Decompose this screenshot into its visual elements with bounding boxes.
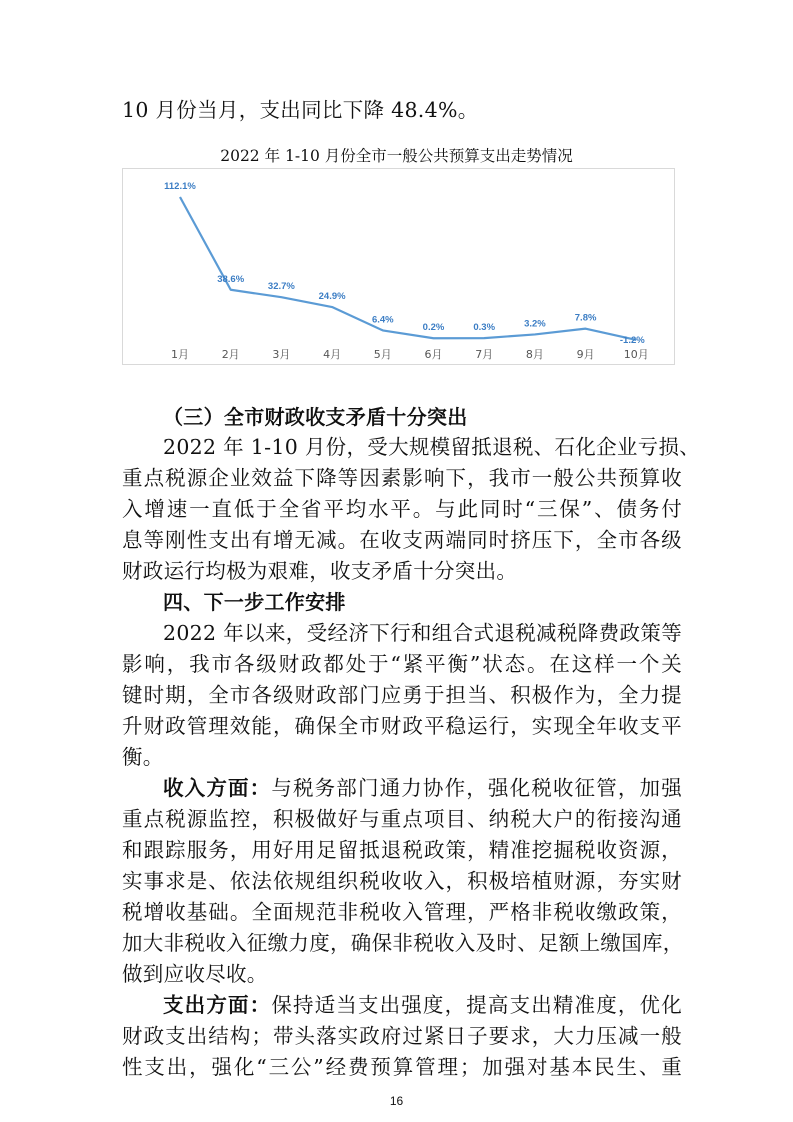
data-label: 0.3% (473, 322, 496, 334)
data-label: 3.2% (524, 318, 546, 330)
paragraph-line: 做到应收尽收。 (122, 962, 268, 986)
paragraph-text: 保持适当支出强度，提高支出精准度，优化 (271, 993, 683, 1017)
series-line (180, 197, 636, 340)
chart-title: 2022 年 1-10 月份全市一般公共预算支出走势情况 (220, 147, 573, 165)
data-label: 32.7% (267, 281, 295, 293)
expense-paragraph-first-line (163, 993, 682, 1017)
paragraph-line: 财政支出结构；带头落实政府过紧日子要求，大力压减一般 (122, 1024, 682, 1048)
paragraph-line: 实事求是、依法依规组织税收收入，积极培植财源，夯实财 (122, 869, 682, 893)
paragraph-line: 加大非税收入征缴力度，确保非税收入及时、足额上缴国库， (122, 931, 684, 955)
paragraph-line: 性支出，强化“三公”经费预算管理；加强对基本民生、重 (122, 1055, 682, 1079)
x-tick-label: 5月 (373, 348, 392, 361)
paragraph-line: 重点税源监控，积极做好与重点项目、纳税大户的衔接沟通 (122, 807, 682, 831)
data-label: 24.9% (318, 291, 346, 303)
x-tick-label: 9月 (576, 348, 595, 361)
data-label: 6.4% (371, 314, 394, 326)
x-tick-label: 6月 (424, 348, 443, 361)
data-label: 112.1% (164, 181, 196, 192)
paragraph-line: 息等刚性支出有增无减。在收支两端同时挤压下，全市各级 (122, 528, 682, 552)
paragraph-line: 重点税源企业效益下降等因素影响下，我市一般公共预算收 (122, 466, 682, 490)
x-tick-label: 1月 (171, 348, 189, 361)
paragraph-line: 2022 年 1-10 月份，受大规模留抵退税、石化企业亏损、 (163, 435, 701, 459)
x-tick-label: 2月 (221, 348, 240, 361)
x-tick-label: 7月 (475, 348, 494, 361)
section-heading-4: 四、下一步工作安排 (163, 590, 346, 614)
paragraph-line: 和跟踪服务，用好用足留抵退税政策，精准挖掘税收资源， (122, 838, 682, 862)
data-label: 0.2% (422, 322, 445, 334)
paragraph-line: 升财政管理效能，确保全市财政平稳运行，实现全年收支平 (122, 714, 682, 738)
x-tick-label: 3月 (272, 348, 291, 361)
x-tick-label: 8月 (525, 348, 544, 361)
paragraph-line: 税增收基础。全面规范非税收入管理，严格非税收缴政策， (122, 900, 682, 924)
text-line-1: 10 月份当月，支出同比下降 48.4%。 (122, 98, 479, 122)
page-number: 16 (389, 1094, 404, 1108)
paragraph-line: 影响，我市各级财政都处于“紧平衡”状态。在这样一个关 (122, 652, 682, 676)
income-paragraph-first-line (163, 776, 682, 800)
section-heading-3: （三）全市财政收支矛盾十分突出 (163, 405, 468, 429)
chart-svg (123, 169, 676, 366)
income-lead: 收入方面： (163, 776, 272, 800)
data-label: 7.8% (574, 312, 597, 324)
x-tick-label: 10月 (623, 348, 649, 361)
paragraph-line: 衡。 (122, 745, 164, 769)
expenditure-trend-chart (122, 168, 675, 365)
paragraph-line: 2022 年以来，受经济下行和组合式退税减税降费政策等 (163, 621, 682, 645)
data-label: 38.6% (217, 273, 245, 285)
paragraph-text: 与税务部门通力协作，强化税收征管，加强 (271, 776, 683, 800)
expense-lead: 支出方面： (163, 993, 272, 1017)
paragraph-line: 入增速一直低于全省平均水平。与此同时“三保”、债务付 (122, 497, 682, 521)
paragraph-line: 财政运行均极为艰难，收支矛盾十分突出。 (122, 559, 518, 583)
paragraph-line: 键时期，全市各级财政部门应勇于担当、积极作为，全力提 (122, 683, 682, 707)
x-tick-label: 4月 (323, 348, 342, 361)
data-label: -1.2% (619, 335, 645, 346)
